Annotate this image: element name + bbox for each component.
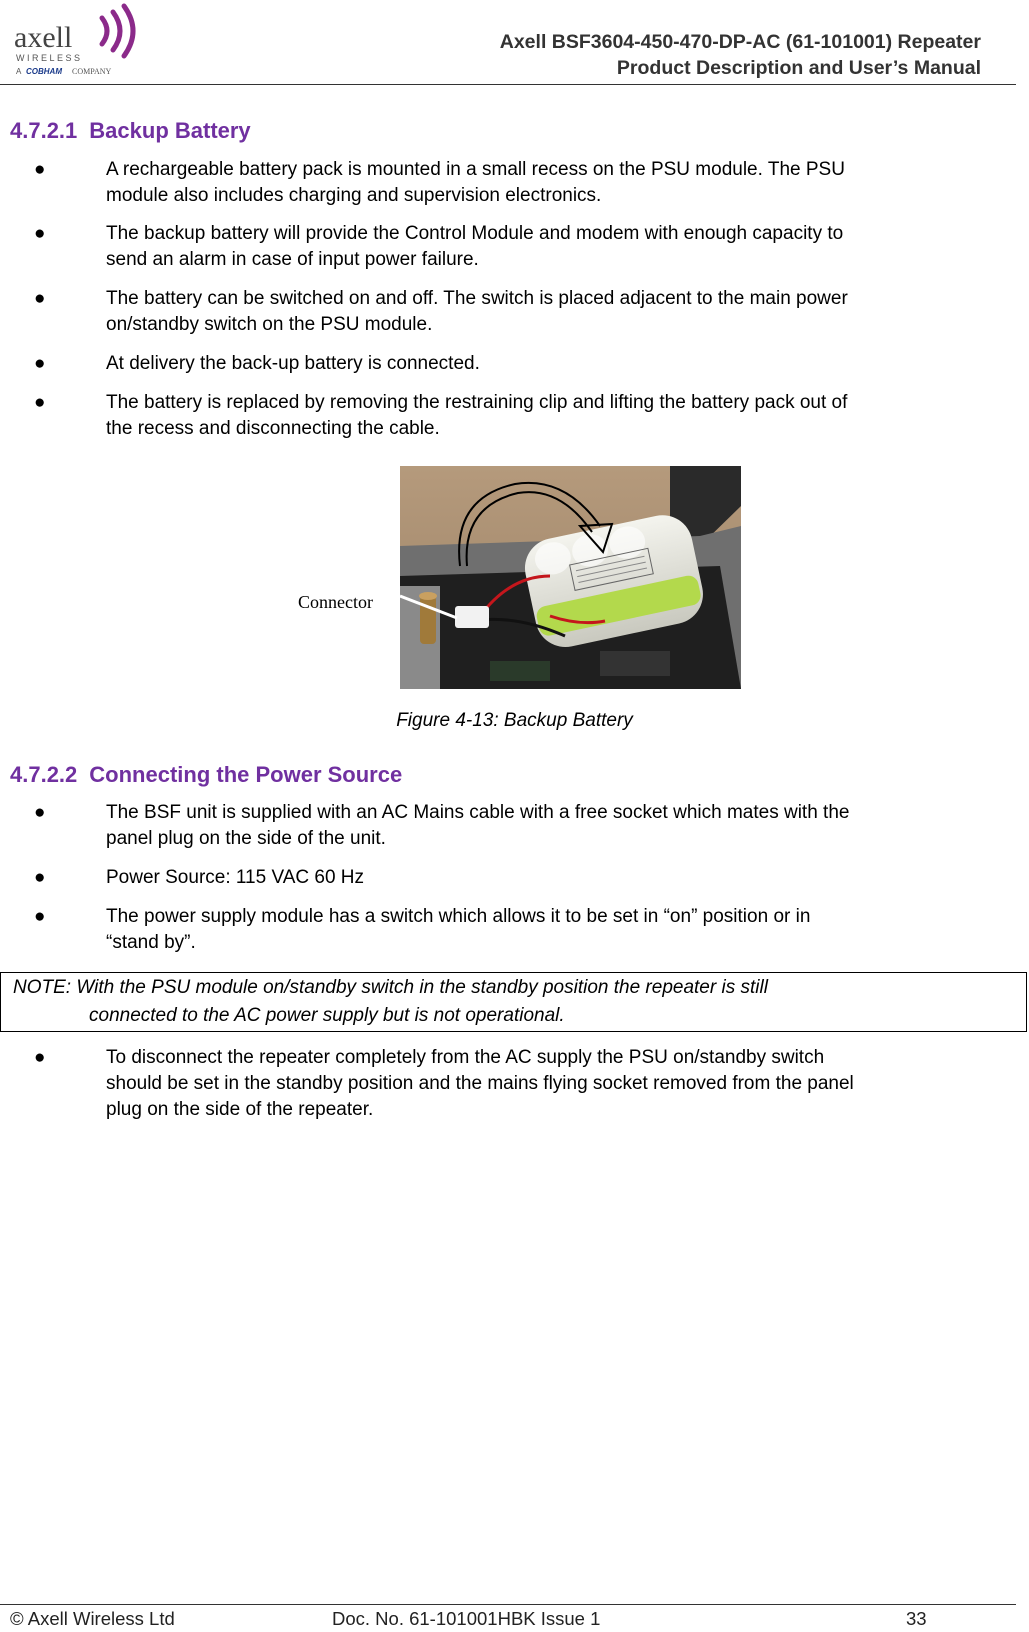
- list-item-text: the recess and disconnecting the cable.: [106, 418, 440, 439]
- list-item-text: send an alarm in case of input power failure.: [106, 249, 479, 270]
- section-heading-connecting-power-source: [10, 762, 402, 788]
- note-box: [0, 972, 1027, 1032]
- section-number: 4.7.2.1: [10, 118, 78, 143]
- list-item-text: module also includes charging and supervision electronics.: [106, 185, 602, 206]
- figure-caption: Figure 4-13: Backup Battery: [396, 710, 633, 731]
- header-divider: [0, 84, 1016, 85]
- bullet-icon: ●: [34, 906, 46, 927]
- footer-copyright: © Axell Wireless Ltd: [10, 1608, 175, 1629]
- logo-cobham-company: COMPANY: [72, 67, 112, 76]
- list-item-text: The power supply module has a switch which allows it to be set in “on” position or in: [106, 906, 811, 927]
- list-item-text: plug on the side of the repeater.: [106, 1099, 374, 1120]
- list-item-text: should be set in the standby position and the mains flying socket removed from the panel: [106, 1073, 854, 1094]
- list-item-text: A rechargeable battery pack is mounted in a small recess on the PSU module. The PSU: [106, 159, 845, 180]
- bullet-icon: ●: [34, 867, 46, 888]
- list-item-text: on/standby switch on the PSU module.: [106, 314, 433, 335]
- section-heading-backup-battery: [10, 118, 251, 144]
- list-item-text: The battery is replaced by removing the restraining clip and lifting the battery pack out of: [106, 392, 848, 413]
- list-item-text: At delivery the back-up battery is connected.: [106, 353, 480, 374]
- footer-doc-number: Doc. No. 61-101001HBK Issue 1: [332, 1608, 601, 1629]
- logo-cobham-a: A: [16, 67, 22, 76]
- bullet-icon: ●: [34, 353, 46, 374]
- note-text-line2: connected to the AC power supply but is not operational.: [89, 1005, 565, 1026]
- list-item-text: The backup battery will provide the Control Module and modem with enough capacity to: [106, 223, 844, 244]
- bullet-icon: ●: [34, 1047, 46, 1068]
- logo-brand-text: axell: [14, 21, 73, 54]
- list-item-text: “stand by”.: [106, 932, 196, 953]
- list-item-text: The BSF unit is supplied with an AC Mains cable with a free socket which mates with the: [106, 802, 850, 823]
- logo-cobham-name: COBHAM: [26, 67, 62, 76]
- note-text-line1: NOTE: With the PSU module on/standby switch in the standby position the repeater is still: [13, 977, 768, 998]
- logo-signal-icon: [102, 6, 133, 56]
- section-title: Connecting the Power Source: [89, 762, 403, 787]
- header-title-line2: Product Description and User’s Manual: [616, 57, 981, 79]
- list-item-text: To disconnect the repeater completely from the AC supply the PSU on/standby switch: [106, 1047, 825, 1068]
- bullet-icon: ●: [34, 288, 46, 309]
- logo-wireless-text: WIRELESS: [16, 53, 83, 63]
- bullet-icon: ●: [34, 159, 46, 180]
- bullet-icon: ●: [34, 802, 46, 823]
- list-item-text: panel plug on the side of the unit.: [106, 828, 386, 849]
- axell-wireless-logo: [14, 0, 154, 80]
- list-item-text: Power Source: 115 VAC 60 Hz: [106, 867, 365, 888]
- backup-battery-photo: [400, 466, 741, 689]
- section-title: Backup Battery: [89, 118, 251, 143]
- list-item-text: The battery can be switched on and off. The switch is placed adjacent to the main power: [106, 288, 848, 309]
- section-number: 4.7.2.2: [10, 762, 78, 787]
- figure-connector-label: Connector: [298, 592, 373, 612]
- footer-page-number: 33: [906, 1608, 927, 1629]
- header-title-line1: Axell BSF3604-450-470-DP-AC (61-101001) Repeater: [499, 31, 981, 53]
- bullet-icon: ●: [34, 392, 46, 413]
- bullet-icon: ●: [34, 223, 46, 244]
- footer-divider: [0, 1604, 1016, 1605]
